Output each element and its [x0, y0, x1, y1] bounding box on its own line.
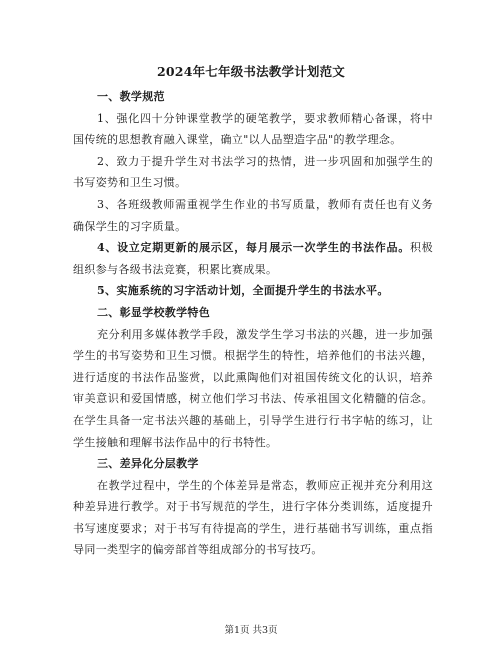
document-body: [73, 86, 433, 561]
paragraph-text: 积极组织参与各级书法竞赛，积累比赛成果。: [73, 241, 434, 276]
page-title: 2024年七年级书法教学计划范文: [157, 64, 345, 79]
paragraph: 2、致力于提升学生对书法学习的热情，进一步巩固和加强学生的书写姿势和卫生习惯。: [73, 154, 433, 190]
paragraph: 3、各班级教师需重视学生作业的书写质量，教师有责任也有义务确保学生的习字质量。: [73, 197, 433, 233]
paragraph: [73, 280, 433, 302]
paragraph-bold-lead: 4、设立定期更新的展示区，每月展示一次学生的书法作品。: [97, 241, 410, 255]
section-heading: 一、教学规范: [97, 90, 165, 103]
section-heading: 三、差异化分层教学: [97, 457, 199, 471]
paragraph: 在教学过程中，学生的个体差异是常态，教师应正视并充分利用这种差异进行教学。对于书写规范的学生，进行字体分类训练，适度提升书写速度要求；对于书写有待提高的学生，进行基础书写训练，重点指导同一类型字的偏旁部首等组成部分的书写技巧。: [73, 478, 433, 557]
page-footer: 第1页 共3页: [224, 625, 278, 636]
paragraph: 充分利用多媒体教学手段，激发学生学习书法的兴趣，进一步加强学生的书写姿势和卫生习惯。根据学生的特性，培养他们的书法兴趣，进行适度的书法作品鉴赏，以此熏陶他们对祖国传统文化的认识，培养审美意识和爱国情感，树立他们学习书法、传承祖国文化精髓的信念。在学生具备一定书法兴趣的基础上，引导学生进行行书字帖的练习，让学生接触和理解书法作品中的行书特性。: [73, 327, 433, 449]
paragraph-bold-lead: 5、实施系统的习字活动计划，全面提升学生的书法水平。: [97, 284, 389, 298]
paragraph: 1、强化四十分钟课堂教学的硬笔教学，要求教师精心备课，将中国传统的思想教育融入课堂，确立"以人品塑造字品"的教学理念。: [73, 111, 433, 147]
section-heading: 二、彰显学校教学特色: [97, 305, 210, 319]
paragraph: [73, 237, 433, 280]
